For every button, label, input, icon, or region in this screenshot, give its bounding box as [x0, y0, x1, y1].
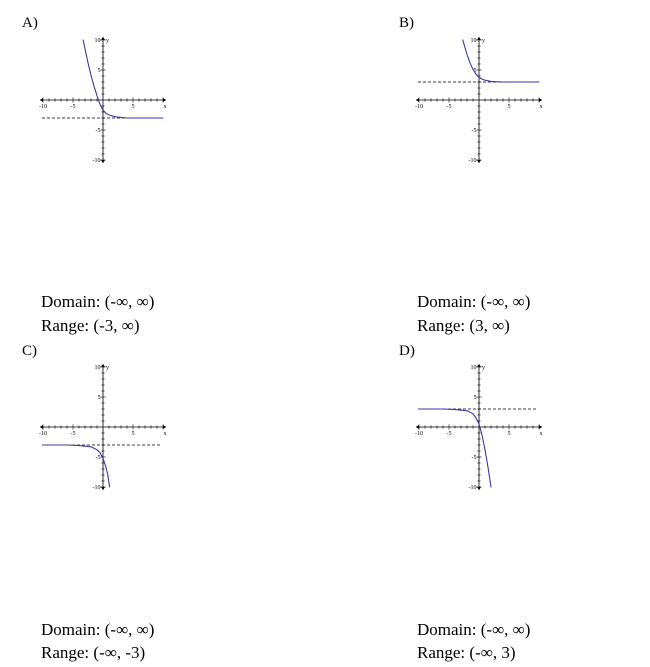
x-tick-label: -5: [70, 431, 76, 437]
x-tick-label: 5: [131, 104, 135, 110]
y-axis-arrow-bottom: [101, 160, 105, 163]
graph-a: [39, 36, 169, 166]
y-tick-label: -10: [92, 485, 101, 491]
range-text: Range: (3, ∞): [417, 316, 510, 335]
y-tick-label: -5: [95, 128, 101, 134]
option-a[interactable]: [0, 0, 300, 335]
y-tick-label: 5: [473, 395, 477, 401]
function-curve: [43, 445, 110, 487]
y-axis-label: y: [106, 365, 109, 371]
graph-b: [415, 36, 545, 166]
x-tick-label: -5: [446, 431, 452, 437]
range-text: Range: (-∞, 3): [417, 643, 516, 662]
y-tick-label: -5: [471, 128, 477, 134]
x-axis-arrow-right: [539, 98, 542, 102]
y-tick-label: -10: [92, 158, 101, 164]
x-axis-arrow-left: [416, 98, 419, 102]
option-label: C): [22, 343, 37, 359]
x-axis-arrow-right: [539, 425, 542, 429]
x-axis-label: x: [163, 104, 167, 110]
y-tick-label: 5: [97, 395, 101, 401]
graph-c: [39, 363, 169, 493]
option-b[interactable]: [340, 0, 640, 335]
x-tick-label: 5: [507, 431, 511, 437]
x-axis-label: x: [163, 431, 167, 437]
y-axis-arrow-bottom: [477, 160, 481, 163]
domain-text: Domain: (-∞, ∞): [41, 292, 155, 311]
x-axis-arrow-right: [163, 425, 166, 429]
range-text: Range: (-3, ∞): [41, 316, 140, 335]
x-axis-label: x: [539, 431, 543, 437]
y-tick-label: -5: [95, 455, 101, 461]
y-tick-label: 10: [94, 38, 101, 44]
x-axis-arrow-left: [40, 98, 43, 102]
y-axis-label: y: [482, 365, 485, 371]
y-axis-arrow-top: [101, 364, 105, 367]
option-c[interactable]: [0, 337, 300, 667]
domain-text: Domain: (-∞, ∞): [41, 620, 155, 639]
range-text: Range: (-∞, -3): [41, 643, 146, 662]
x-tick-label: -10: [415, 104, 423, 110]
option-d[interactable]: [340, 337, 640, 667]
y-axis-arrow-top: [477, 37, 481, 40]
x-tick-label: 5: [131, 431, 135, 437]
y-axis-arrow-bottom: [477, 487, 481, 490]
y-tick-label: 10: [470, 365, 477, 371]
y-axis-label: y: [106, 38, 109, 44]
option-label: D): [399, 343, 415, 359]
graph-d: [415, 363, 545, 493]
x-axis-label: x: [539, 104, 543, 110]
y-axis-label: y: [482, 38, 485, 44]
x-tick-label: -10: [39, 431, 47, 437]
function-curve: [463, 40, 539, 82]
y-tick-label: 5: [97, 68, 101, 74]
y-tick-label: 10: [94, 365, 101, 371]
function-curve: [83, 40, 163, 118]
x-tick-label: -5: [70, 104, 76, 110]
x-axis-arrow-right: [163, 98, 166, 102]
option-label: B): [399, 15, 414, 31]
y-axis-arrow-top: [101, 37, 105, 40]
y-tick-label: -5: [471, 455, 477, 461]
x-tick-label: -5: [446, 104, 452, 110]
x-axis-arrow-left: [40, 425, 43, 429]
y-tick-label: -10: [468, 158, 477, 164]
y-tick-label: -10: [468, 485, 477, 491]
domain-text: Domain: (-∞, ∞): [417, 620, 531, 639]
x-tick-label: 5: [507, 104, 511, 110]
domain-text: Domain: (-∞, ∞): [417, 292, 531, 311]
x-tick-label: -10: [415, 431, 423, 437]
x-tick-label: -10: [39, 104, 47, 110]
x-axis-arrow-left: [416, 425, 419, 429]
option-label: A): [22, 15, 38, 31]
y-tick-label: 10: [470, 38, 477, 44]
y-axis-arrow-bottom: [101, 487, 105, 490]
y-axis-arrow-top: [477, 364, 481, 367]
y-tick-label: 5: [473, 68, 477, 74]
